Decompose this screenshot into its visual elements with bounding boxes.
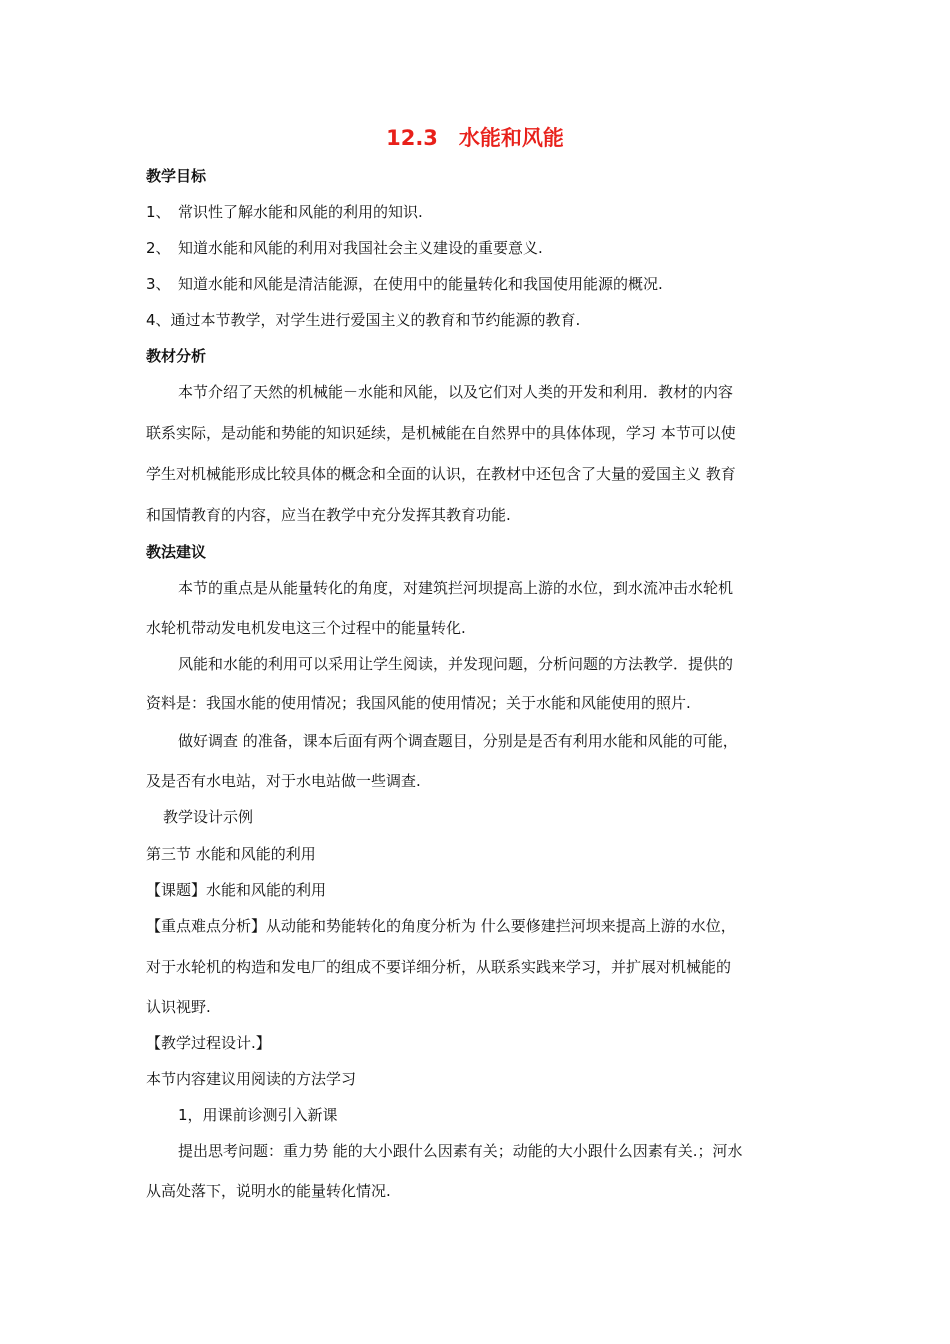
- goal-item: 4、通过本节教学，对学生进行爱国主义的教育和节约能源的教育.: [146, 311, 581, 329]
- goal-item: 1、 常识性了解水能和风能的利用的知识.: [146, 203, 423, 221]
- goal-item: 2、 知道水能和风能的利用对我国社会主义建设的重要意义.: [146, 239, 543, 257]
- design-line: 【重点难点分析】从动能和势能转化的角度分析为 什么要修建拦河坝来提高上游的水位，: [146, 917, 736, 935]
- design-line: 从高处落下，说明水的能量转化情况.: [146, 1182, 391, 1200]
- design-line: 1，用课前诊测引入新课: [178, 1106, 338, 1124]
- method-line: 风能和水能的利用可以采用让学生阅读，并发现问题，分析问题的方法教学．提供的: [178, 655, 734, 673]
- method-line: 水轮机带动发电机发电这三个过程中的能量转化.: [146, 619, 466, 637]
- design-line: 对于水轮机的构造和发电厂的组成不要详细分析，从联系实践来学习，并扩展对机械能的: [146, 958, 732, 976]
- analysis-line: 本节介绍了天然的机械能－水能和风能，以及它们对人类的开发和利用．教材的内容: [178, 383, 734, 401]
- analysis-line: 联系实际，是动能和势能的知识延续，是机械能在自然界中的具体体现，学习 本节可以使: [146, 424, 736, 442]
- method-line: 做好调查 的准备，课本后面有两个调查题目，分别是是否有利用水能和风能的可能，: [178, 732, 738, 750]
- design-line: 【课题】水能和风能的利用: [146, 881, 327, 899]
- goal-item: 3、 知道水能和风能是清洁能源，在使用中的能量转化和我国使用能源的概况.: [146, 275, 663, 293]
- method-line: 及是否有水电站，对于水电站做一些调查.: [146, 772, 421, 790]
- design-line: 第三节 水能和风能的利用: [146, 845, 316, 863]
- section-heading-analysis: 教材分析: [146, 347, 207, 365]
- design-line: 【教学过程设计.】: [146, 1034, 271, 1052]
- section-heading-goals: 教学目标: [146, 167, 207, 185]
- analysis-line: 和国情教育的内容，应当在教学中充分发挥其教育功能.: [146, 506, 511, 524]
- design-line: 本节内容建议用阅读的方法学习: [146, 1070, 357, 1088]
- section-heading-method: 教法建议: [146, 543, 207, 561]
- method-line: 资料是：我国水能的使用情况；我国风能的使用情况；关于水能和风能使用的照片.: [146, 694, 691, 712]
- page-title: 12.3 水能和风能: [386, 126, 564, 150]
- design-line: 认识视野.: [146, 998, 211, 1016]
- design-heading: 教学设计示例: [163, 808, 254, 826]
- analysis-line: 学生对机械能形成比较具体的概念和全面的认识，在教材中还包含了大量的爱国主义 教育: [146, 465, 736, 483]
- design-line: 提出思考问题：重力势 能的大小跟什么因素有关；动能的大小跟什么因素有关.；河水: [178, 1142, 743, 1160]
- method-line: 本节的重点是从能量转化的角度，对建筑拦河坝提高上游的水位，到水流冲击水轮机: [178, 579, 734, 597]
